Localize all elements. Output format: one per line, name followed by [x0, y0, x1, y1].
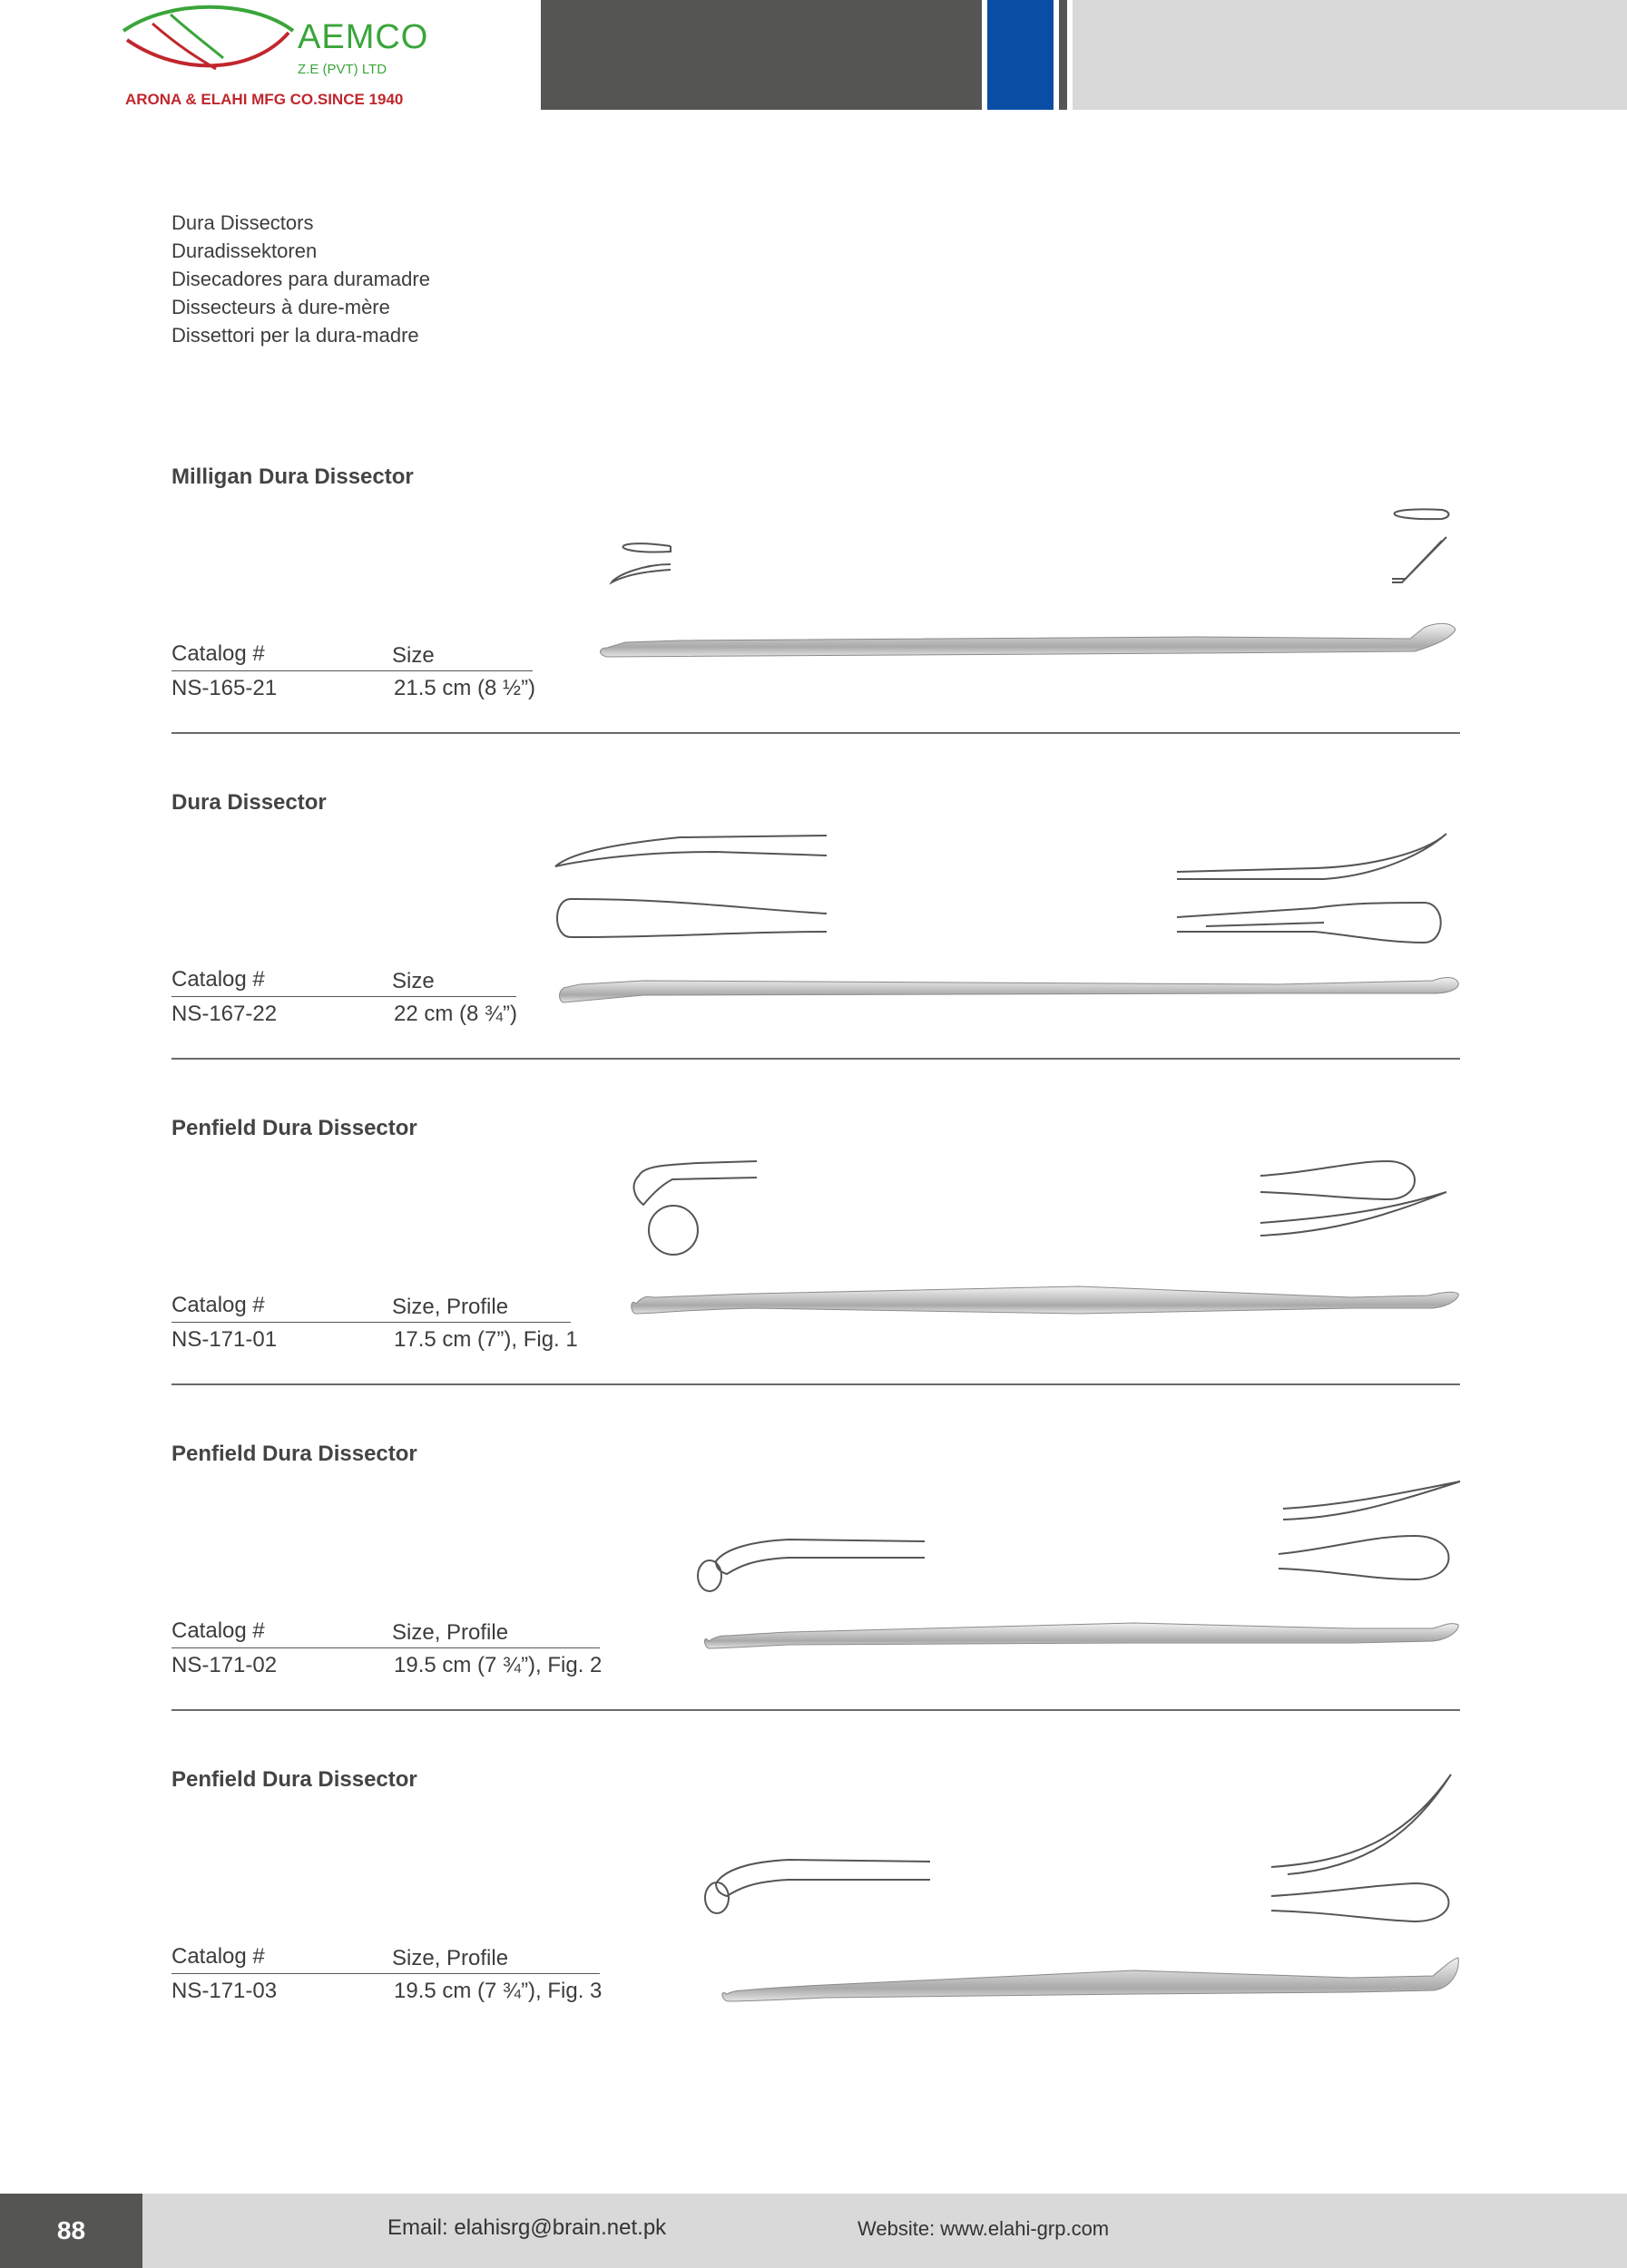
header-underline — [172, 1322, 571, 1323]
size-value: 19.5 cm (7 ¾”), Fig. 3 — [394, 1979, 603, 2003]
category-name-en: Dura Dissectors — [172, 211, 314, 234]
catalog-header: Catalog # — [172, 641, 265, 666]
header-underline — [172, 1973, 600, 1974]
instrument-illustration — [172, 464, 1460, 737]
product-section — [172, 790, 1460, 1116]
instrument-illustration — [172, 790, 1460, 1062]
section-divider — [172, 1709, 1460, 1711]
category-name-fr: Dissecteurs à dure-mère — [172, 296, 390, 318]
product-title: Penfield Dura Dissector — [172, 1767, 417, 1792]
size-value: 22 cm (8 ¾”) — [394, 1002, 518, 1026]
catalog-number: NS-171-01 — [172, 1327, 278, 1352]
brand-name: AEMCO — [298, 18, 429, 56]
size-value: 19.5 cm (7 ¾”), Fig. 2 — [394, 1653, 603, 1677]
page-number: 88 — [0, 2194, 142, 2268]
catalog-number: NS-165-21 — [172, 676, 278, 700]
size-header: Size, Profile — [392, 1620, 509, 1645]
product-title: Penfield Dura Dissector — [172, 1442, 417, 1466]
catalog-header: Catalog # — [172, 967, 265, 992]
category-name-es: Disecadores para duramadre — [172, 268, 430, 290]
instrument-illustration — [172, 1116, 1460, 1388]
instrument-illustration — [172, 1767, 1460, 2039]
catalog-number: NS-167-22 — [172, 1002, 278, 1026]
catalog-header: Catalog # — [172, 1293, 265, 1317]
section-divider — [172, 1058, 1460, 1060]
catalog-header: Catalog # — [172, 1618, 265, 1643]
size-header: Size, Profile — [392, 1295, 509, 1319]
header-bar-blue — [987, 0, 1054, 110]
product-title: Dura Dissector — [172, 790, 327, 815]
size-header: Size, Profile — [392, 1946, 509, 1970]
header-bar-dark — [541, 0, 982, 110]
size-header: Size — [392, 969, 435, 993]
category-name-de: Duradissektoren — [172, 240, 318, 262]
size-value: 21.5 cm (8 ½”) — [394, 676, 536, 700]
product-section — [172, 1442, 1460, 1767]
section-divider — [172, 732, 1460, 734]
size-value: 17.5 cm (7”), Fig. 1 — [394, 1327, 578, 1352]
footer-website[interactable]: Website: www.elahi-grp.com — [858, 2217, 1110, 2240]
brand-tagline: ARONA & ELAHI MFG CO.SINCE 1940 — [125, 91, 404, 108]
category-names — [172, 209, 430, 349]
catalog-number: NS-171-03 — [172, 1979, 278, 2003]
footer-email[interactable]: Email: elahisrg@brain.net.pk — [387, 2215, 667, 2240]
header-underline — [172, 1647, 600, 1648]
header-bar-light — [1073, 0, 1627, 110]
header-underline — [172, 996, 516, 997]
catalog-number: NS-171-02 — [172, 1653, 278, 1677]
section-divider — [172, 1383, 1460, 1385]
header-underline — [172, 670, 533, 671]
product-section — [172, 1116, 1460, 1442]
category-name-it: Dissettori per la dura-madre — [172, 324, 419, 347]
product-title: Milligan Dura Dissector — [172, 464, 414, 489]
instrument-illustration — [172, 1442, 1460, 1714]
catalog-header: Catalog # — [172, 1944, 265, 1969]
product-section — [172, 1767, 1460, 2093]
header-bar-thin — [1059, 0, 1067, 110]
product-title: Penfield Dura Dissector — [172, 1116, 417, 1140]
brand-subtitle: Z.E (PVT) LTD — [298, 62, 387, 77]
company-logo — [116, 4, 429, 112]
size-header: Size — [392, 643, 435, 668]
product-section — [172, 464, 1460, 790]
